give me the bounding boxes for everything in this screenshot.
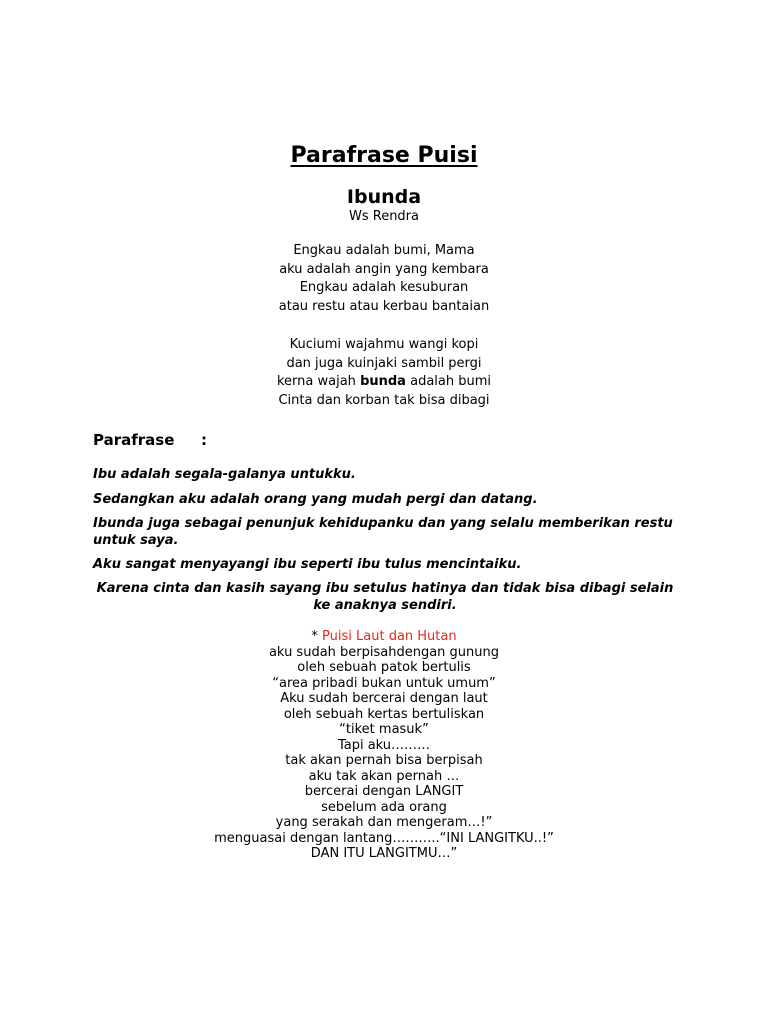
- poem-line: Aku sudah bercerai dengan laut: [280, 691, 488, 706]
- poem-line: “tiket masuk”: [339, 722, 429, 737]
- poem-line: aku sudah berpisahdengan gunung: [268, 644, 500, 660]
- poem-line: bercerai dengan LANGIT: [304, 784, 464, 799]
- poem-line: sebelum ada orang: [321, 799, 447, 815]
- paraphrase-line: Sedangkan aku adalah orang yang mudah pergi dan datang.: [93, 492, 538, 507]
- poem-line: “area pribadi bukan untuk umum”: [272, 675, 496, 691]
- poem-line: aku adalah angin yang kembara: [279, 261, 489, 277]
- paraphrase-line: Ibu adalah segala-galanya untukku.: [93, 467, 356, 482]
- poem-line-part: kerna wajah: [276, 374, 356, 390]
- paraphrase-line: Karena cinta dan kasih sayang ibu setulus hatinya dan tidak bisa dibagi selain ke anaknya sendiri.: [96, 581, 674, 613]
- second-poem-heading: [0, 629, 768, 645]
- stanza-2: [0, 336, 768, 411]
- poem-line: Cinta dan korban tak bisa dibagi: [278, 393, 490, 409]
- poem-line: tak akan pernah bisa berpisah: [285, 753, 483, 768]
- poem-line: yang serakah dan mengeram…!”: [275, 815, 493, 830]
- second-poem: [0, 629, 768, 862]
- parafrase-label: Parafrase: [93, 431, 175, 449]
- poem-line: Kuciumi wajahmu wangi kopi: [289, 337, 479, 352]
- stanza-1: [0, 242, 768, 317]
- poem-line: atau restu atau kerbau bantaian: [278, 299, 490, 315]
- poem-line: menguasai dengan lantang………..“INI LANGITKU..!”: [214, 830, 554, 846]
- poem-line: oleh sebuah patok bertulis: [297, 660, 471, 675]
- bullet: *: [311, 629, 318, 644]
- paraphrase-line: Ibunda juga sebagai penunjuk kehidupanku dan yang selalu memberikan restu untuk saya.: [93, 516, 673, 548]
- poem-line: aku tak akan pernah …: [308, 768, 460, 784]
- document-title: Parafrase Puisi: [290, 143, 478, 168]
- parafrase-heading: [93, 431, 207, 449]
- poem-line: oleh sebuah kertas bertuliskan: [283, 706, 485, 722]
- poem-line: DAN ITU LANGITMU…”: [310, 846, 458, 861]
- poem-line: Engkau adalah kesuburan: [299, 280, 469, 296]
- poem-line: dan juga kuinjaki sambil pergi: [286, 355, 482, 371]
- poem-line-part: adalah bumi: [410, 374, 492, 390]
- poem-line: [0, 373, 768, 392]
- parafrase-colon: :: [201, 431, 207, 449]
- poem-author: Ws Rendra: [348, 209, 419, 224]
- poem-line: Tapi aku………: [337, 737, 431, 753]
- poem-line: Engkau adalah bumi, Mama: [293, 243, 475, 258]
- paraphrase-line: Aku sangat menyayangi ibu seperti ibu tulus mencintaiku.: [93, 557, 522, 572]
- second-poem-title: Puisi Laut dan Hutan: [322, 629, 457, 644]
- poem-title: Ibunda: [346, 186, 422, 208]
- poem-bold-word: bunda: [360, 374, 406, 390]
